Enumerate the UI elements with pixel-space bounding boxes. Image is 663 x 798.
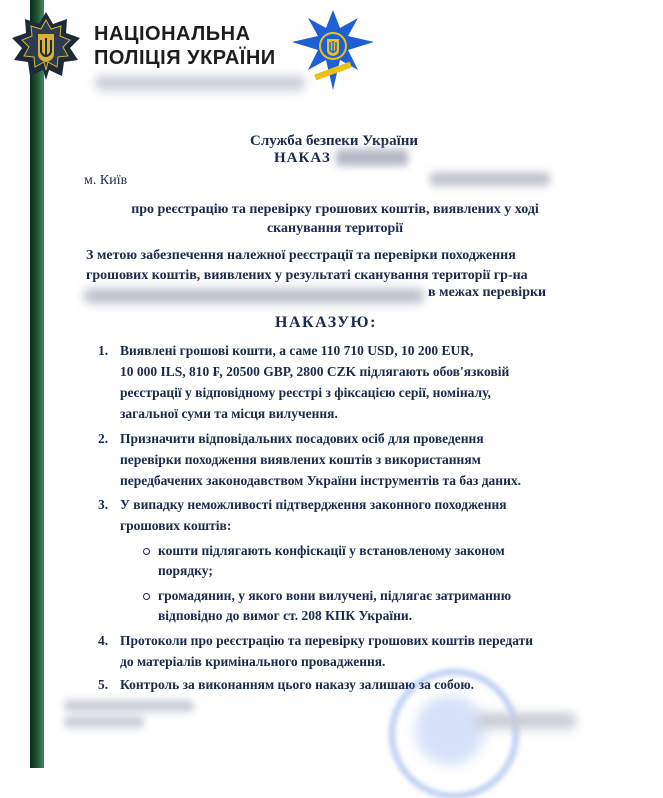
bullet-2-line-2: відповідно до вимог ст. 208 КПК України. bbox=[158, 608, 413, 623]
redacted-signatory-rank bbox=[64, 716, 144, 728]
police-badge-icon bbox=[10, 10, 82, 82]
item-1-line-4: загальної суми та місця вилучення. bbox=[120, 406, 338, 421]
redacted-name bbox=[84, 289, 424, 303]
redacted-signatory-position bbox=[64, 700, 194, 712]
item-2-line-1: Призначити відповідальних посадових осіб для проведення bbox=[120, 431, 484, 446]
redacted-date bbox=[430, 172, 550, 186]
police-title-line1: НАЦІОНАЛЬНА bbox=[94, 23, 251, 45]
item-1-line-3: реєстрації у відповідному реєстрі з фіксацією серії, номіналу, bbox=[120, 385, 491, 400]
item-2-line-2: перевірки походження виявлених коштів з використанням bbox=[120, 452, 481, 467]
item-3-line-1: У випадку неможливості підтвердження законного походження bbox=[120, 497, 507, 512]
city: м. Київ bbox=[84, 173, 128, 188]
item-4-line-1: Протоколи про реєстрацію та перевірку грошових коштів передати bbox=[120, 633, 534, 648]
order-subject bbox=[100, 200, 570, 238]
item-4-line-2: до матеріалів кримінального провадження. bbox=[120, 654, 386, 669]
item-number: 1. bbox=[98, 343, 109, 358]
intro-line-2: грошових коштів, виявлених у результаті сканування території гр-на bbox=[86, 268, 528, 283]
redacted-signature bbox=[476, 713, 576, 729]
item-3-line-2: грошових коштів: bbox=[120, 518, 232, 533]
intro-paragraph bbox=[86, 246, 528, 286]
bullet-marker bbox=[143, 593, 150, 600]
intro-line-1: З метою забезпечення належної реєстрації та перевірки походження bbox=[86, 248, 516, 263]
subject-line-1: про реєстрацію та перевірку грошових коштів, виявлених у ході bbox=[131, 202, 539, 217]
item-5-line-1: Контроль за виконанням цього наказу залишаю за собою. bbox=[120, 677, 475, 692]
intro-line-3-tail: в межах перевірки bbox=[428, 285, 547, 300]
ordered-heading: НАКАЗУЮ: bbox=[275, 314, 377, 331]
police-title bbox=[94, 22, 276, 70]
redacted-header-line bbox=[95, 76, 305, 90]
official-stamp-center bbox=[415, 695, 485, 765]
order-title: НАКАЗ bbox=[274, 150, 331, 166]
item-number: 2. bbox=[98, 431, 109, 446]
bullet-marker bbox=[143, 548, 150, 555]
item-2-line-3: передбачених законодавством України інструментів та баз даних. bbox=[120, 473, 521, 488]
police-title-line2: ПОЛІЦІЯ УКРАЇНИ bbox=[94, 47, 276, 69]
item-number: 3. bbox=[98, 497, 109, 512]
item-1-line-2: 10 000 ILS, 810 ₣, 20500 GBP, 2800 CZK підлягають обов'язковій bbox=[120, 364, 510, 379]
bullet-1-line-2: порядку; bbox=[158, 563, 213, 578]
item-1-line-1: Виявлені грошові кошти, а саме 110 710 USD, 10 200 EUR, bbox=[120, 343, 474, 358]
bullet-2-line-1: громадянин, у якого вони вилучені, підлягає затриманню bbox=[158, 588, 512, 603]
item-number: 5. bbox=[98, 677, 109, 692]
bullet-1-line-1: кошти підлягають конфіскації у встановленому законом bbox=[158, 543, 505, 558]
redacted-order-number bbox=[336, 149, 408, 166]
subject-line-2: сканування території bbox=[266, 221, 404, 236]
service-name: Служба безпеки України bbox=[250, 133, 419, 149]
item-number: 4. bbox=[98, 633, 109, 648]
